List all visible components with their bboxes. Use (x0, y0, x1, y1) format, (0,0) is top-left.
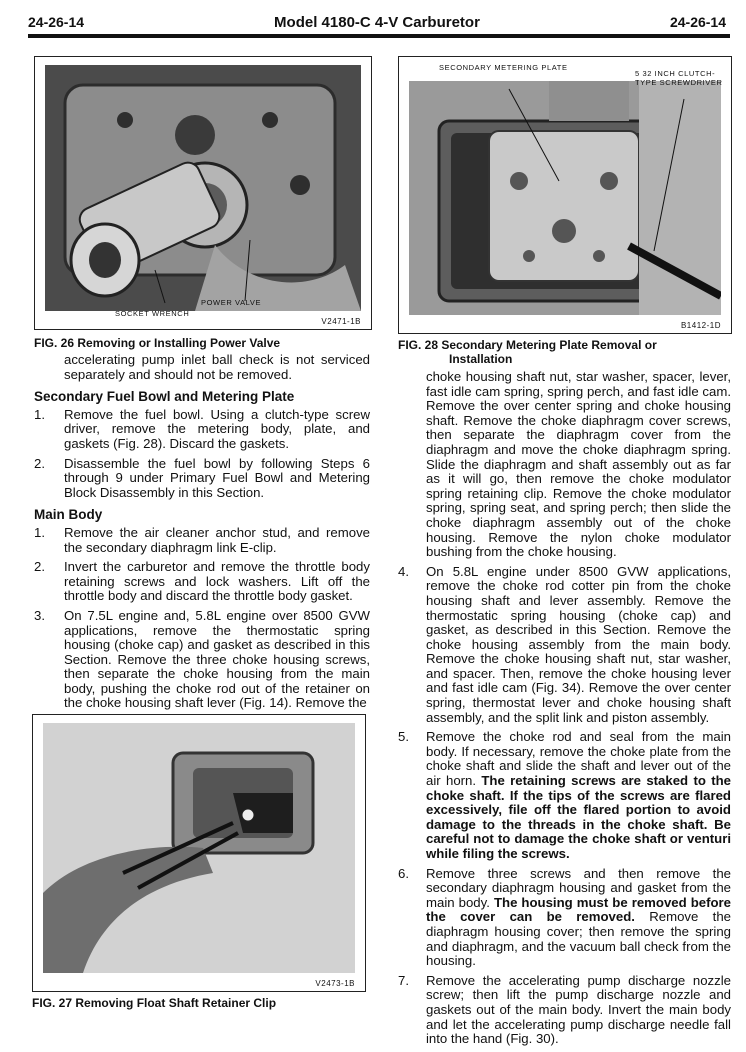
header-rule (28, 34, 730, 38)
step-number: 1. (34, 406, 45, 422)
figure-27-photo (43, 723, 355, 973)
step-text: Remove the accelerating pump discharge nozzle screw; then lift the pump discharge nozzle and gaskets out of the main body. Invert the main body and let the accelerating pump discharge needle fall into the hand (Fig. 30). (426, 972, 731, 1047)
secondary-metering-plate-label: SECONDARY METERING PLATE (439, 63, 568, 72)
step-text: Remove the choke rod and seal from the main body. If necessary, remove the choke plate from the choke shaft and slide the shaft and lever out of the air horn. (426, 729, 731, 789)
metering-plate-photo (409, 81, 721, 315)
fuel-bowl-steps (34, 408, 370, 501)
step-text: Invert the carburetor and remove the throttle body retaining screws and lock washers. Lift off the throttle body and discard the throttle body gasket. (64, 559, 370, 604)
figure-28-caption-line1: FIG. 28 Secondary Metering Plate Removal or (398, 338, 657, 352)
list-item (398, 974, 731, 1047)
list-item (34, 457, 370, 501)
figure-26-caption: FIG. 26 Removing or Installing Power Valve (34, 336, 281, 350)
step-text: Remove the fuel bowl. Using a clutch-type screw driver, remove the metering body, plate, and gaskets (Fig. 28). Discard the gaskets. (64, 406, 370, 451)
figure-28-caption-line2: Installation (449, 352, 513, 366)
figure-28 (398, 56, 732, 334)
right-steps (398, 565, 731, 1047)
figure-28-code: B1412-1D (680, 321, 721, 330)
step-number: 2. (34, 455, 45, 471)
screwdriver-label-line1: 5 32 INCH CLUTCH- (635, 69, 716, 78)
step-number: 4. (398, 563, 409, 579)
page-number-right: 24-26-14 (669, 14, 726, 30)
step-number: 1. (34, 524, 45, 540)
power-valve-photo (45, 65, 361, 311)
continued-step-paragraph: choke housing shaft nut, star washer, spacer, lever, fast idle cam spring, spring perch, and fast idle cam. Remove the over center spring and choke housing shaft. Remove the choke diaphragm cover screws, then separate the diaphragm cover from the diaphragm and move the choke diaphragm spring. Slide the diaphragm and shaft assembly out as far as it will go, then remove the choke modulator spring retaining clip. Remove the choke modulator spring, spring seat, and spring perch; then slide the choke diaphragm assembly out of the choke housing. Remove the nylon choke modulator bushing from the choke housing. (426, 369, 731, 560)
figure-26-photo (45, 65, 361, 311)
screwdriver-label-line2: TYPE SCREWDRIVER (635, 78, 723, 87)
step-text: Remove the air cleaner anchor stud, and remove the secondary diaphragm link E-clip. (64, 524, 370, 555)
figure-27-code: V2473-1B (315, 979, 355, 988)
page-number-left: 24-26-14 (28, 14, 85, 30)
step-number: 5. (398, 729, 409, 745)
figure-26 (34, 56, 372, 330)
step-text: Disassemble the fuel bowl by following Steps 6 through 9 under Primary Fuel Bowl and Metering Block Disassembly in this Section. (64, 455, 370, 500)
warning-text: The retaining screws are staked to the choke shaft. If the tips of the screws are flared excessively, file off the flared portion to avoid damage to the threads in the choke shaft. Be careful not to damage the choke shaft or venturi while filing the screws. (426, 773, 731, 861)
figure-27 (32, 714, 366, 992)
step-text: On 7.5L engine and, 5.8L engine over 8500 GVW applications, remove the thermostatic spring housing (choke cap) and gasket as described in this Section. Remove the three choke housing screws, then separate the choke housing from the main body, pushing the choke rod out of the retainer on the choke housing shaft lever (Fig. 14). Remove the (64, 607, 370, 711)
figure-28-photo (409, 81, 721, 315)
socket-wrench-label: SOCKET WRENCH (115, 309, 190, 318)
figure-28-caption (398, 338, 728, 366)
section-heading-secondary-fuel-bowl: Secondary Fuel Bowl and Metering Plate (34, 389, 295, 405)
page-header (28, 12, 726, 34)
power-valve-label: POWER VALVE (201, 298, 262, 307)
step-number: 2. (34, 559, 45, 575)
list-item (34, 526, 370, 555)
figure-27-caption: FIG. 27 Removing Float Shaft Retainer Clip (32, 996, 277, 1010)
step-text: Remove the diaphragm housing cover; then remove the spring and diaphragm, and the vacuum ball check from the housing. (426, 909, 731, 969)
list-item (34, 408, 370, 452)
list-item (398, 730, 731, 861)
step-text: Remove three screws and then remove the secondary diaphragm housing and gasket from the main body. (426, 865, 731, 910)
list-item (34, 609, 370, 711)
page-title: Model 4180-C 4-V Carburetor (274, 14, 480, 31)
step-text: On 5.8L engine under 8500 GVW applications, remove the choke rod cotter pin from the choke housing shaft and lever assembly. Remove the thermostatic spring housing (choke cap) and gasket, as described in this Section. Remove the choke housing assembly from the main body. Remove the choke housing shaft nut, star washer, and spacer. Then, remove the choke housing lever and fast idle cam (Fig. 34). Remove the over center spring, thermostat lever and choke housing shaft assembly, and the split link and piston assembly. (426, 563, 731, 725)
left-column-upper (34, 353, 370, 716)
list-item (398, 565, 731, 726)
continued-paragraph: accelerating pump inlet ball check is not serviced separately and should not be removed. (64, 352, 370, 382)
step-number: 7. (398, 972, 409, 988)
emphasis-text: The housing must be removed before the cover can be removed. (426, 894, 732, 925)
list-item (398, 867, 731, 969)
float-shaft-clip-photo (43, 723, 355, 973)
step-number: 6. (398, 865, 409, 881)
figure-26-code: V2471-1B (321, 317, 361, 326)
step-number: 3. (34, 607, 45, 623)
list-item (34, 560, 370, 604)
main-body-steps (34, 526, 370, 711)
section-heading-main-body: Main Body (34, 507, 103, 523)
right-column (398, 370, 731, 1052)
